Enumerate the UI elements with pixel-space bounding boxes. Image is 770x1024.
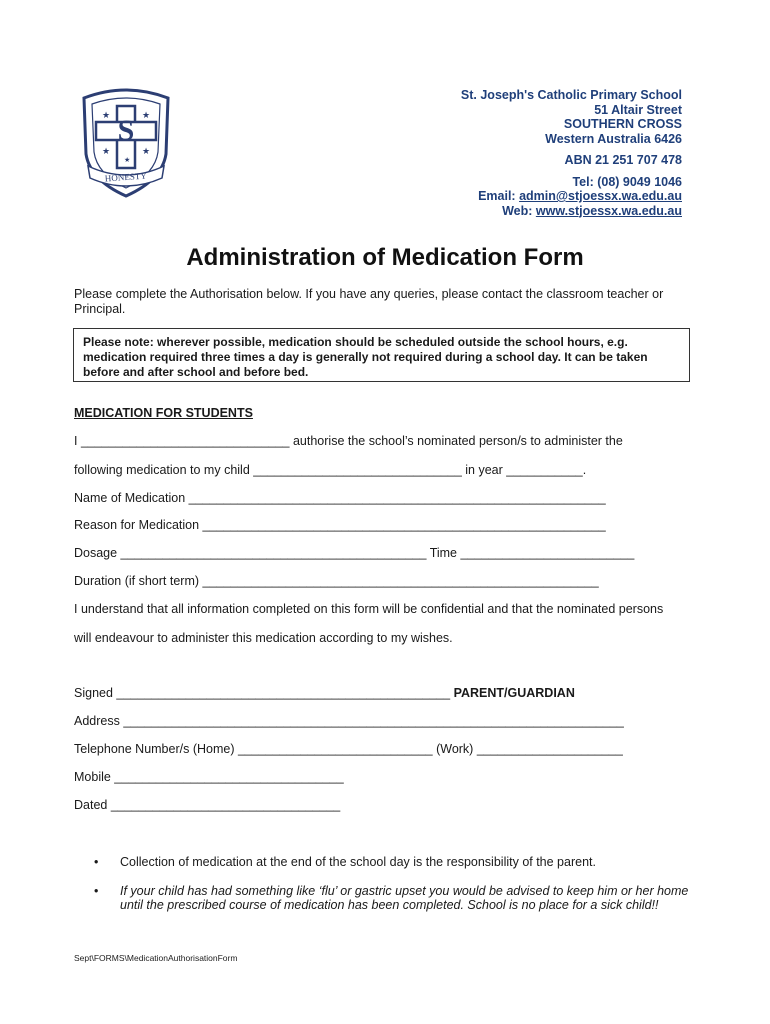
- list-item-text: Collection of medication at the end of the school day is the responsibility of the parent.: [120, 855, 596, 869]
- school-state: Western Australia 6426: [545, 131, 682, 146]
- web-link[interactable]: www.stjoessx.wa.edu.au: [535, 203, 682, 218]
- school-web-line: [461, 204, 682, 219]
- mobile-field[interactable]: Mobile _________________________________: [74, 770, 344, 784]
- school-crest-logo: [70, 84, 182, 200]
- list-item-text: If your child has had something like ‘flu’ or gastric upset you would be advised to keep him or her home until the prescribed course of medication has been completed. School is no place for a sick child!!: [120, 883, 689, 912]
- school-contact-block: [461, 88, 682, 218]
- svg-text:★: ★: [124, 157, 131, 164]
- email-link[interactable]: admin@stjoessx.wa.edu.au: [519, 189, 682, 203]
- svg-text:★: ★: [142, 110, 151, 120]
- bullet-icon: •: [94, 855, 99, 869]
- bullet-icon: •: [94, 883, 99, 898]
- email-label: Email:: [478, 189, 520, 203]
- svg-text:★: ★: [102, 110, 111, 120]
- signed-field[interactable]: [74, 686, 575, 700]
- list-item: [94, 855, 694, 870]
- authorise-line: I ______________________________ authorise the school’s nominated person/s to administer the: [74, 434, 623, 448]
- confidentiality-line-2: will endeavour to administer this medication according to my wishes.: [74, 631, 453, 645]
- web-label: Web:: [502, 203, 536, 218]
- file-path-footer: Sept\FORMS\MedicationAuthorisationForm: [74, 953, 238, 963]
- school-street: 51 Altair Street: [594, 102, 682, 117]
- school-tel: Tel: (08) 9049 1046: [572, 174, 682, 189]
- school-town: SOUTHERN CROSS: [563, 117, 682, 131]
- parent-guardian-label: PARENT/GUARDIAN: [453, 686, 575, 700]
- duration-field[interactable]: Duration (if short term) _________________________________________________________: [74, 574, 599, 588]
- dosage-time-field[interactable]: Dosage ____________________________________________ Time _________________________: [74, 546, 635, 560]
- svg-text:★: ★: [142, 146, 151, 156]
- note-box: Please note: wherever possible, medication should be scheduled outside the school hours, e.g. medication required three times a day is generally not required during a school day. It can be taken before and after school and before bed.: [73, 328, 690, 382]
- list-item: [94, 884, 694, 913]
- svg-text:S: S: [117, 114, 135, 147]
- confidentiality-line-1: I understand that all information completed on this form will be confidential and that the nominated persons: [74, 602, 664, 616]
- section-heading: MEDICATION FOR STUDENTS: [74, 406, 253, 420]
- logo-motto: HONESTY: [104, 170, 148, 184]
- notes-list: [94, 855, 694, 927]
- intro-text: Please complete the Authorisation below. If you have any queries, please contact the classroom teacher or Principal.: [74, 287, 664, 316]
- name-of-medication-field[interactable]: Name of Medication ____________________________________________________________: [74, 491, 606, 505]
- school-email-line: [461, 189, 682, 204]
- address-field[interactable]: Address ________________________________________________________________________: [74, 714, 624, 728]
- reason-for-medication-field[interactable]: Reason for Medication __________________________________________________________: [74, 518, 606, 532]
- telephone-field[interactable]: Telephone Number/s (Home) ____________________________ (Work) _____________________: [74, 742, 623, 756]
- signed-line: Signed ________________________________________________: [74, 686, 454, 700]
- svg-text:★: ★: [102, 146, 111, 156]
- school-name: St. Joseph's Catholic Primary School: [460, 88, 682, 102]
- dated-field[interactable]: Dated _________________________________: [74, 798, 341, 812]
- following-medication-line: following medication to my child ______________________________ in year ___________.: [74, 463, 587, 477]
- school-abn: ABN 21 251 707 478: [564, 153, 682, 167]
- form-title: Administration of Medication Form: [186, 244, 584, 271]
